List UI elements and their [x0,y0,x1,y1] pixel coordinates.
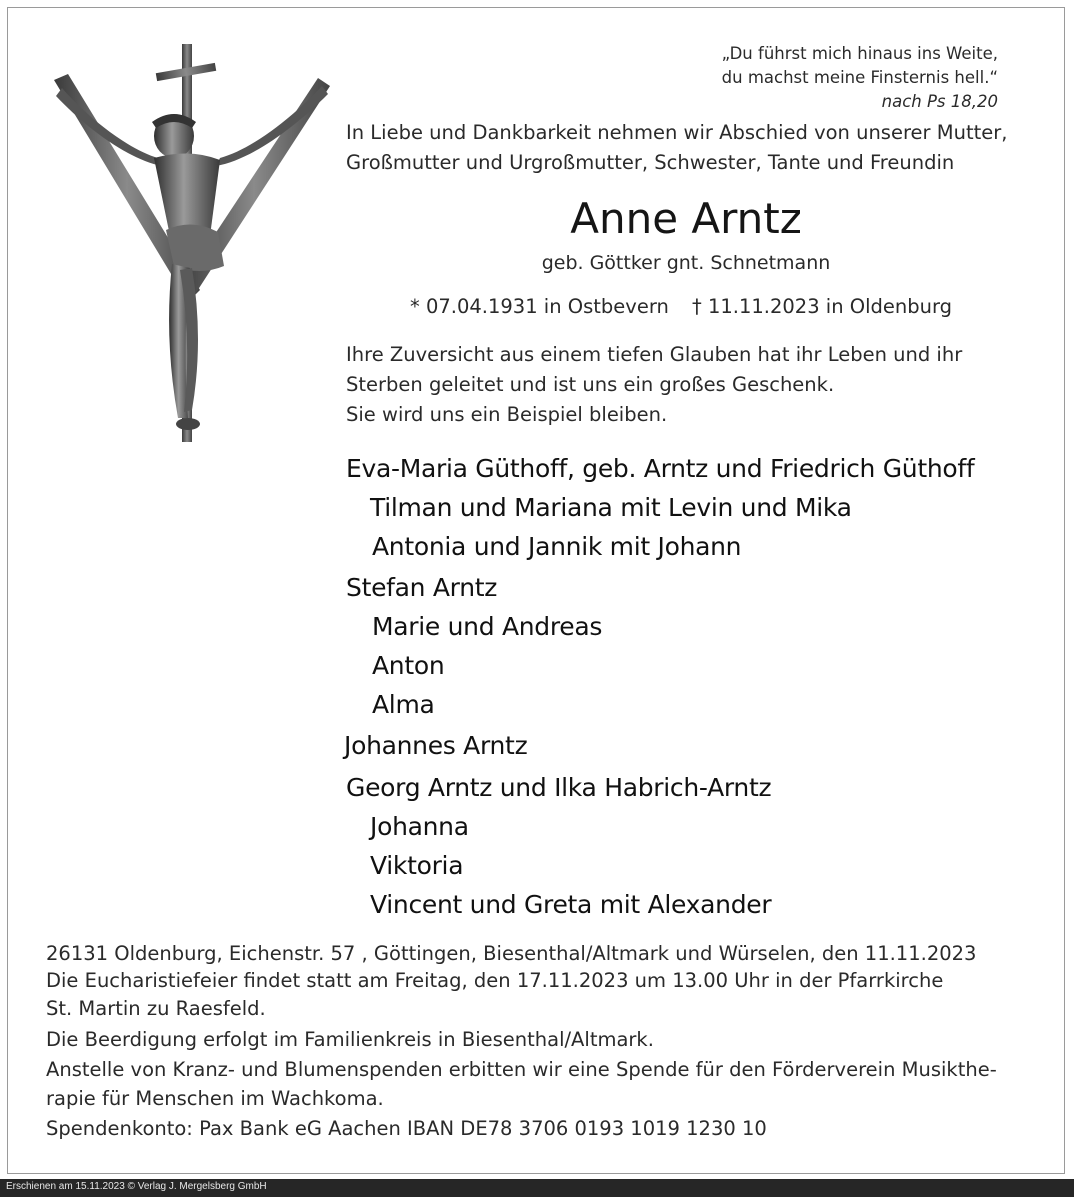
quote-source: nach Ps 18,20 [881,92,998,111]
donation-line-2: rapie für Menschen im Wachkoma. [46,1087,384,1110]
family-member: Anton [372,651,445,680]
family-member: Johanna [370,812,469,841]
family-member: Marie und Andreas [372,612,603,641]
publication-note: Erschienen am 15.11.2023 © Verlag J. Mergelsberg GmbH [6,1181,267,1192]
family-member: Stefan Arntz [346,573,498,602]
birth-date: * 07.04.1931 in Ostbevern [410,295,669,318]
intro-line-2: Großmutter und Urgroßmutter, Schwester, Tante und Freundin [346,151,955,174]
family-member: Eva-Maria Güthoff, geb. Arntz und Friedrich Güthoff [346,454,975,483]
donation-line-1: Anstelle von Kranz- und Blumenspenden erbitten wir eine Spende für den Förderverein Musikthe- [46,1058,997,1081]
mass-line-2: St. Martin zu Raesfeld. [46,997,266,1020]
family-member: Vincent und Greta mit Alexander [370,890,772,919]
donation-account: Spendenkonto: Pax Bank eG Aachen IBAN DE78 3706 0193 1019 1230 10 [46,1117,767,1140]
places-and-date: 26131 Oldenburg, Eichenstr. 57 , Göttingen, Biesenthal/Altmark und Würselen, den 11.11.2023 [46,942,977,965]
family-member: Georg Arntz und Ilka Habrich-Arntz [346,773,772,802]
quote-line-2: du machst meine Finsternis hell.“ [721,68,998,87]
quote-line-1: „Du führst mich hinaus ins Weite, [721,44,998,63]
family-member: Viktoria [370,851,464,880]
burial-info: Die Beerdigung erfolgt im Familienkreis in Biesenthal/Altmark. [46,1028,654,1051]
deceased-name: Anne Arntz [570,194,802,243]
family-member: Tilman und Mariana mit Levin und Mika [370,493,852,522]
footer-bar [0,1179,1074,1197]
intro-line-1: In Liebe und Dankbarkeit nehmen wir Abschied von unserer Mutter, [346,121,1008,144]
crucifix-icon [40,40,340,450]
faith-text-line-3: Sie wird uns ein Beispiel bleiben. [346,403,668,426]
family-member: Johannes Arntz [344,731,528,760]
family-member: Alma [372,690,435,719]
death-date: † 11.11.2023 in Oldenburg [692,295,953,318]
faith-text-line-2: Sterben geleitet und ist uns ein großes Geschenk. [346,373,835,396]
faith-text-line-1: Ihre Zuversicht aus einem tiefen Glauben hat ihr Leben und ihr [346,343,963,366]
maiden-name: geb. Göttker gnt. Schnetmann [541,252,831,274]
mass-line-1: Die Eucharistiefeier findet statt am Freitag, den 17.11.2023 um 13.00 Uhr in der Pfarrkirche [46,969,944,992]
family-member: Antonia und Jannik mit Johann [372,532,742,561]
